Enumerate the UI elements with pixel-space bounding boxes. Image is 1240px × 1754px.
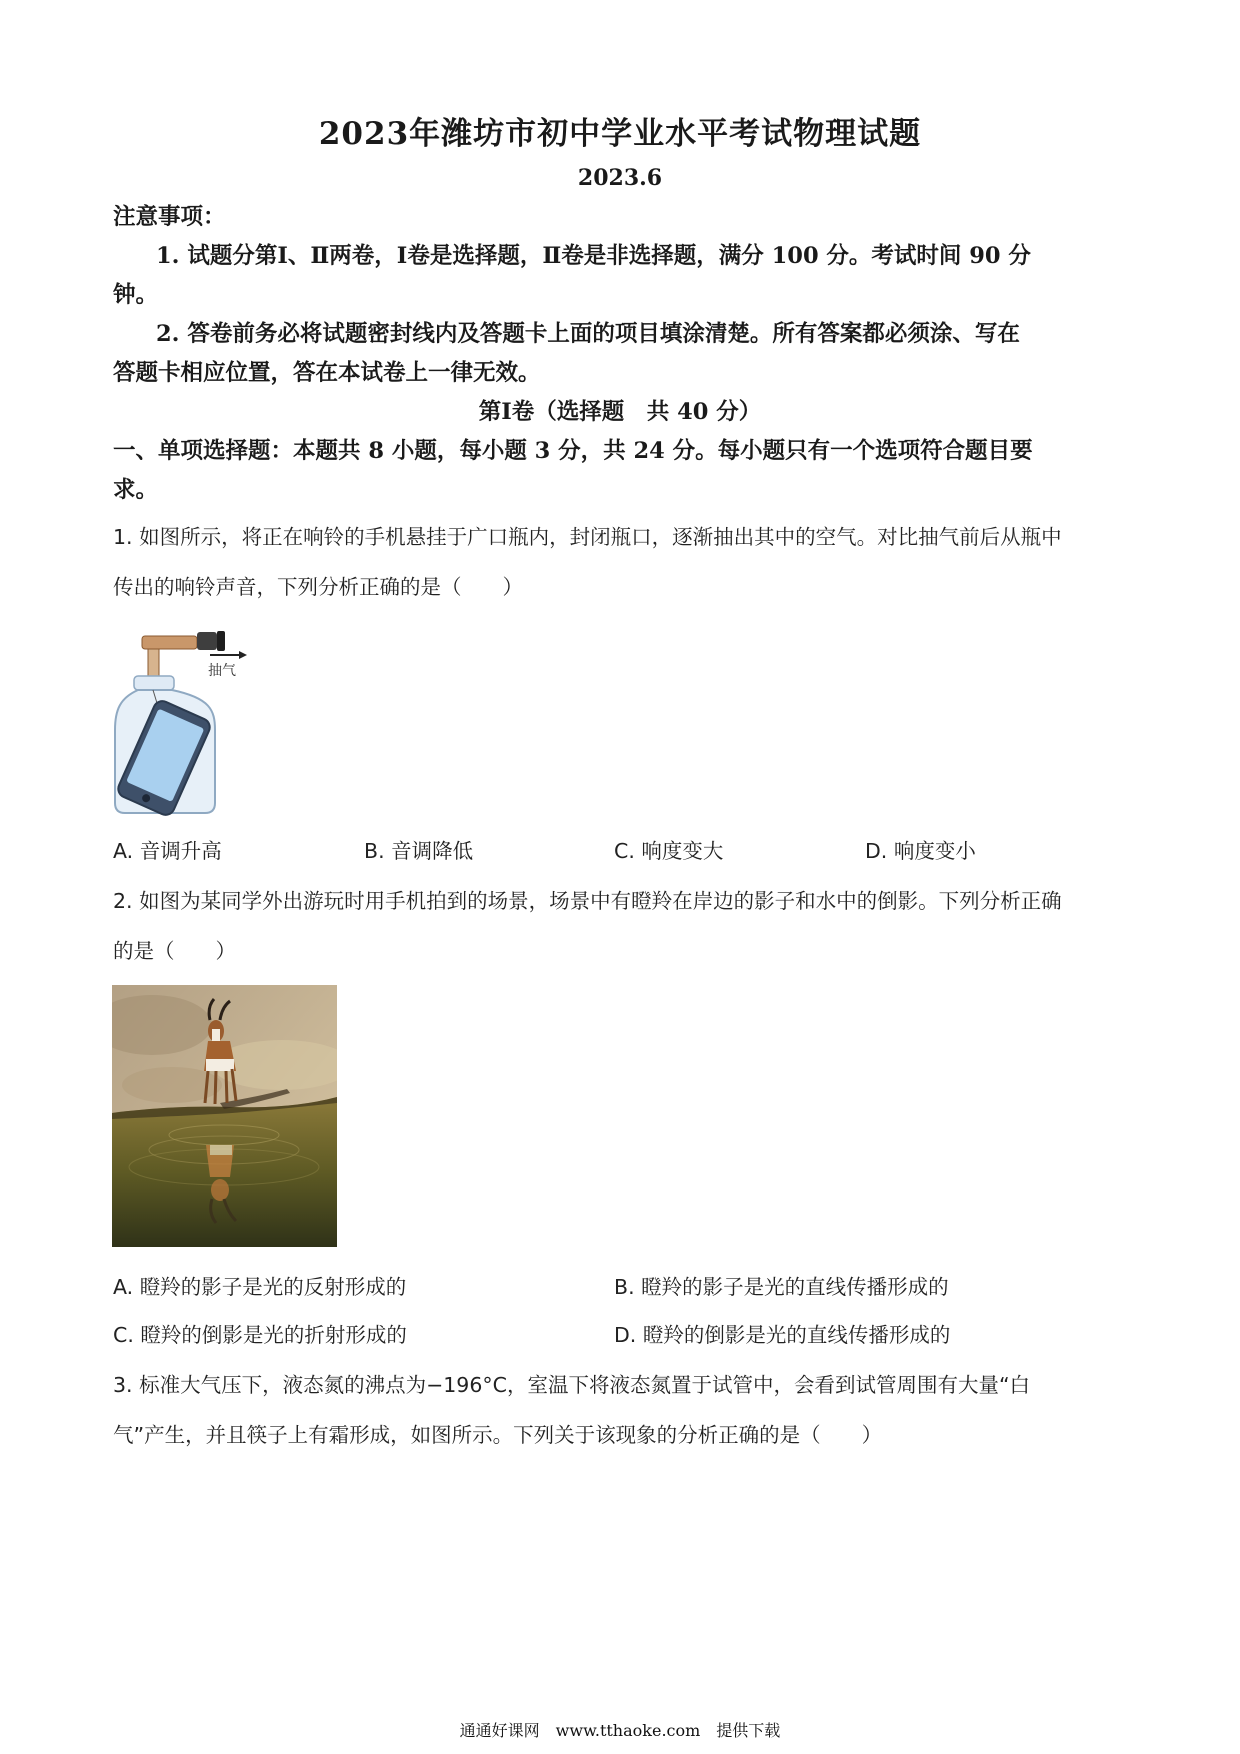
q1-stem-line1: 1. 如图所示，将正在响铃的手机悬挂于广口瓶内，封闭瓶口，逐渐抽出其中的空气。对比抽气前后从瓶中 [113,525,1062,549]
q1-option-c: C. 响度变大 [614,839,724,863]
exam-title: 2023年潍坊市初中学业水平考试物理试题 [318,116,922,152]
section1-line1: 一、单项选择题：本题共 8 小题，每小题 3 分，共 24 分。每小题只有一个选项符合题目要 [113,438,1033,464]
q3-stem-line2: 气”产生，并且筷子上有霜形成，如图所示。下列关于该现象的分析正确的是（ ） [113,1423,883,1447]
bell-jar-phone-figure [112,618,252,818]
notice-2-line1: 2. 答卷前务必将试题密封线内及答题卡上面的项目填涂清楚。所有答案都必须涂、写在 [156,321,1020,347]
notice-heading: 注意事项： [113,204,226,230]
q2-option-a: A. 瞪羚的影子是光的反射形成的 [113,1275,407,1299]
q2-stem-line2: 的是（ ） [113,939,236,963]
q2-option-d: D. 瞪羚的倒影是光的直线传播形成的 [614,1323,951,1347]
footer-source: 通通好课网 www.tthaoke.com 提供下载 [459,1721,781,1740]
q3-stem-line1: 3. 标准大气压下，液态氮的沸点为−196°C，室温下将液态氮置于试管中，会看到试管周围有大量“白 [113,1373,1031,1397]
pump-label: 抽气 [208,663,236,679]
notice-1-line2: 钟。 [113,282,159,308]
notice-2-line2: 答题卡相应位置，答在本试卷上一律无效。 [113,360,541,386]
part1-heading: 第Ⅰ卷（选择题 共 40 分） [478,399,762,425]
gazelle-photo [112,985,337,1247]
section1-line2: 求。 [113,477,159,503]
q1-option-d: D. 响度变小 [865,839,976,863]
exam-date: 2023.6 [577,165,663,191]
q1-stem-line2: 传出的响铃声音，下列分析正确的是（ ） [113,575,523,599]
q2-stem-line1: 2. 如图为某同学外出游玩时用手机拍到的场景，场景中有瞪羚在岸边的影子和水中的倒影。下列分析正确 [113,889,1062,913]
q1-option-a: A. 音调升高 [113,839,222,863]
q1-option-b: B. 音调降低 [364,839,474,863]
notice-1-line1: 1. 试题分第Ⅰ、Ⅱ两卷，Ⅰ卷是选择题，Ⅱ卷是非选择题，满分 100 分。考试时间 90 分 [156,243,1031,269]
q2-option-c: C. 瞪羚的倒影是光的折射形成的 [113,1323,407,1347]
q2-option-b: B. 瞪羚的影子是光的直线传播形成的 [614,1275,949,1299]
